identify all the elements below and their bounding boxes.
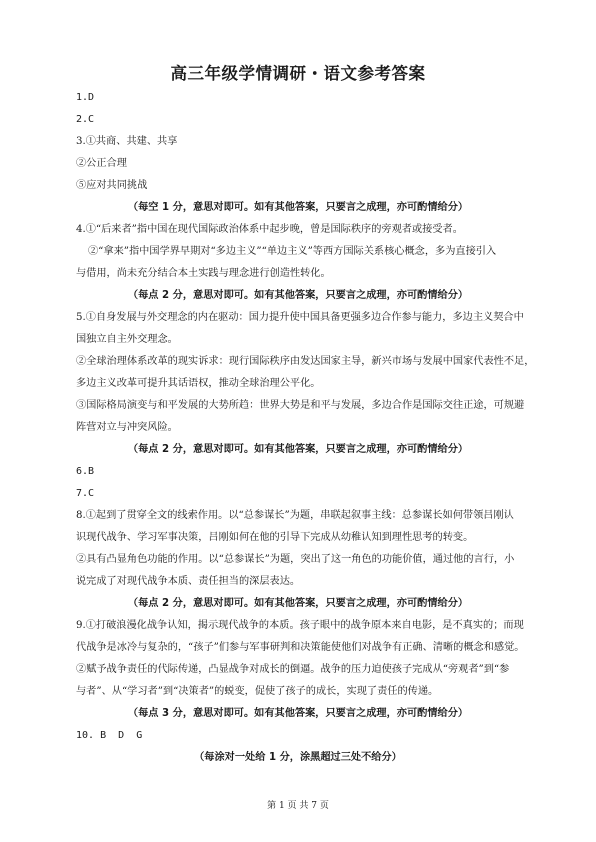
answer-q3-item1: 3.①共商、共建、共享 (76, 136, 178, 147)
answer-q9-item2-line1: ②赋予战争责任的代际传递，凸显战争对成长的倒逼。战争的压力迫使孩子完成从“旁观者”到“参 (76, 664, 510, 675)
scoring-note-q5: （每点 2 分，意思对即可。如有其他答案，只要言之成理，亦可酌情给分） (127, 444, 469, 455)
answer-q6: 6.B (76, 466, 95, 477)
scoring-note-q4: （每点 2 分，意思对即可。如有其他答案，只要言之成理，亦可酌情给分） (127, 290, 469, 301)
answer-q9-item1-line2: 代战争是冰冷与复杂的，“孩子”们参与军事研判和决策能使他们对战争有正确、清晰的概念和感觉。 (76, 642, 525, 653)
answer-q9-item2-line2: 与者”、从“学习者”到“决策者”的蜕变，促使了孩子的成长，实现了责任的传递。 (76, 686, 439, 697)
answer-q7: 7.C (76, 488, 95, 499)
answer-q1: 1.D (76, 92, 95, 103)
answer-q5-item2-line2: 多边主义改革可提升其话语权，推动全球治理公平化。 (76, 378, 321, 389)
scoring-note-q8: （每点 2 分，意思对即可。如有其他答案，只要言之成理，亦可酌情给分） (127, 598, 469, 609)
answer-q5-item2-line1: ②全球治理体系改革的现实诉求：现行国际秩序由发达国家主导，新兴市场与发展中国家代表性不足， (76, 356, 535, 367)
answer-q4-item1: 4.①“后来者”指中国在现代国际政治体系中起步晚，曾是国际秩序的旁观者或接受者。 (76, 224, 463, 235)
answer-q5-item1-line1: 5.①自身发展与外交理念的内在驱动：国力提升使中国具备更强多边合作参与能力，多边主义契合中 (76, 312, 524, 323)
answer-q8-item2-line1: ②具有凸显角色功能的作用。以“总参谋长”为题，突出了这一角色的功能价值，通过他的言行，小 (76, 554, 515, 565)
scoring-note-q10: （每涂对一处给 1 分，涂黑超过三处不给分） (194, 752, 402, 763)
page-footer: 第 1 页 共 7 页 (267, 801, 329, 811)
answer-q5-item3-line2: 阵营对立与冲突风险。 (76, 422, 178, 433)
answer-q3-item3: ⑤应对共同挑战 (76, 180, 148, 191)
answer-q10: 10. B D G (76, 730, 143, 741)
answer-q9-item1-line1: 9.①打破浪漫化战争认知，揭示现代战争的本质。孩子眼中的战争原本来自电影，是不真实的；而现 (76, 620, 524, 631)
answer-q5-item1-line2: 国独立自主外交理念。 (76, 334, 178, 345)
answer-q5-item3-line1: ③国际格局演变与和平发展的大势所趋：世界大势是和平与发展，多边合作是国际交往正途，可规避 (76, 400, 525, 411)
answer-q3-item2: ②公正合理 (76, 158, 127, 169)
answer-q4-item2-line1: ②“拿来”指中国学界早期对“多边主义”“单边主义”等西方国际关系核心概念，多为直接引入 (88, 246, 497, 257)
answer-q8-item1-line1: 8.①起到了贯穿全文的线索作用。以“总参谋长”为题，串联起叙事主线：总参谋长如何带领吕刚认 (76, 510, 514, 521)
answer-q8-item2-line2: 说完成了对现代战争本质、责任担当的深层表达。 (76, 576, 301, 587)
page-title: 高三年级学情调研・语文参考答案 (170, 64, 426, 83)
answer-q2: 2.C (76, 114, 95, 125)
answer-q4-item2-line2: 与借用，尚未充分结合本土实践与理念进行创造性转化。 (76, 268, 331, 279)
answer-q8-item1-line2: 识现代战争、学习军事决策，吕刚如何在他的引导下完成从幼稚认知到理性思考的转变。 (76, 532, 474, 543)
scoring-note-q9: （每点 3 分，意思对即可。如有其他答案，只要言之成理，亦可酌情给分） (127, 708, 469, 719)
scoring-note-q3: （每空 1 分，意思对即可。如有其他答案，只要言之成理，亦可酌情给分） (127, 202, 469, 213)
